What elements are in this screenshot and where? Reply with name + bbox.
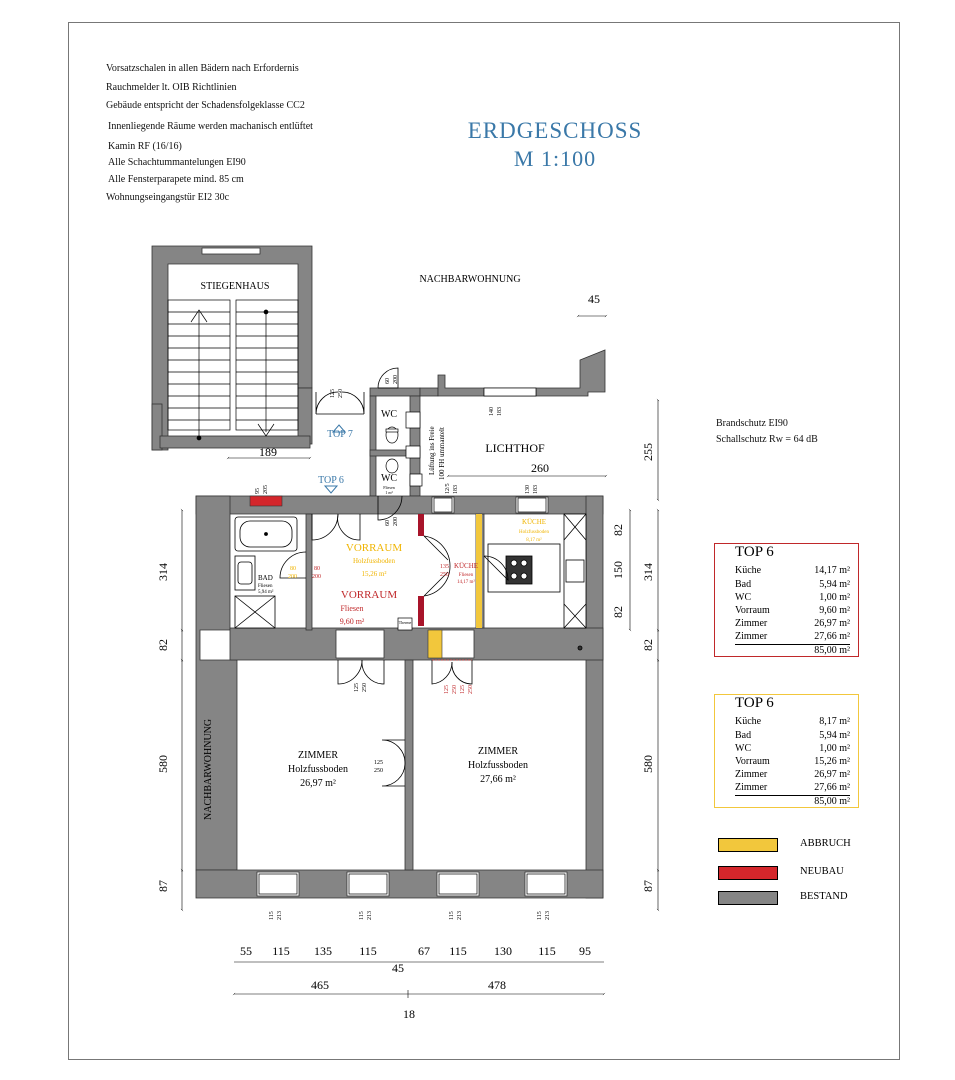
legend-label: NEUBAU	[800, 866, 844, 877]
wc2-area: 1 m²	[385, 490, 393, 495]
upper-walls	[370, 350, 605, 496]
legend-item-bestand	[718, 891, 868, 905]
dim-82-r1: 82	[611, 524, 625, 536]
vent-note-2: 100 FH ummantelt	[438, 427, 446, 480]
svg-text:130: 130	[525, 485, 531, 494]
table-row: Bad 5,94 m²	[735, 579, 850, 590]
svg-text:115: 115	[359, 911, 365, 920]
stair-flights	[168, 300, 298, 440]
svg-text:250: 250	[362, 683, 368, 692]
svg-text:80: 80	[314, 566, 320, 572]
wc2-label: WC	[380, 473, 398, 484]
dim-87-left: 87	[156, 880, 170, 892]
table-row: Zimmer 27,66 m²	[735, 631, 850, 642]
area-table-new	[714, 694, 859, 808]
dim-465: 465	[311, 978, 329, 992]
kueche-new-name: KÜCHE	[521, 518, 547, 526]
svg-text:60: 60	[385, 520, 391, 526]
dim-45-top: 45	[588, 292, 600, 306]
note-line: Innenliegende Räume werden machanisch entlüftet	[108, 121, 313, 132]
demolition-segment	[428, 630, 442, 658]
dim-82-r2: 82	[611, 606, 625, 618]
vorraum-name: VORRAUM	[340, 589, 398, 601]
top7-label: TOP 7	[327, 429, 353, 440]
note-line: Wohnungseingangstür EI2 30c	[106, 192, 230, 203]
zimmer2-area: 27,66 m²	[480, 774, 516, 785]
bath-fixtures	[235, 517, 297, 628]
legend-swatch	[718, 838, 778, 852]
table-title: TOP 6	[735, 695, 774, 711]
note-line: Alle Schachtummantelungen EI90	[108, 157, 246, 168]
dim-580-left: 580	[156, 755, 170, 773]
table-row: Küche 14,17 m²	[735, 565, 850, 576]
table-row: WC 1,00 m²	[735, 743, 850, 754]
svg-text:115: 115	[449, 911, 455, 920]
vorraum-new-area: 15,26 m²	[361, 570, 387, 578]
table-row: Bad 5,94 m²	[735, 730, 850, 741]
dim-314-right: 314	[641, 563, 655, 581]
bath-name: BAD	[258, 574, 273, 582]
svg-text:213: 213	[367, 911, 373, 920]
kueche-name: KÜCHE	[453, 562, 479, 570]
kueche-new-area: 8,17 m²	[526, 538, 542, 543]
svg-text:95: 95	[255, 488, 261, 494]
svg-text:60: 60	[385, 378, 391, 384]
legend-item-neubau	[718, 866, 868, 880]
zimmer1-floor: Holzfussboden	[288, 764, 348, 775]
svg-text:183: 183	[453, 485, 459, 494]
note-line: Gebäude entspricht der Schadensfolgeklasse CC2	[106, 100, 305, 111]
zimmer2-name: ZIMMER	[478, 746, 518, 757]
vorraum-new-floor: Holzfussboden	[353, 557, 395, 565]
svg-text:250: 250	[452, 685, 458, 694]
svg-text:200: 200	[312, 574, 321, 580]
neighbor-left-label: NACHBARWOHNUNG	[203, 718, 214, 820]
dim-478: 478	[488, 978, 506, 992]
dim-82-left: 82	[156, 639, 170, 651]
dim-314-left: 314	[156, 563, 170, 581]
dim-bottom: 95	[579, 944, 591, 958]
new-wall-segment	[418, 596, 424, 626]
svg-text:213: 213	[545, 911, 551, 920]
dim-bottom: 135	[314, 944, 332, 958]
svg-text:213: 213	[457, 911, 463, 920]
svg-text:213: 213	[277, 911, 283, 920]
dim-45-bottom: 45	[392, 961, 404, 975]
legend-swatch	[718, 891, 778, 905]
table-total: 85,00 m²	[735, 644, 850, 656]
legend-label: ABBRUCH	[800, 838, 851, 849]
svg-text:250: 250	[374, 768, 383, 774]
sound-protection-note: Schallschutz Rw = 64 dB	[716, 434, 818, 445]
zimmer2-floor: Holzfussboden	[468, 760, 528, 771]
dim-82-right: 82	[641, 639, 655, 651]
wc-label: WC	[380, 409, 398, 420]
area-table-existing	[714, 543, 859, 657]
bath-area: 5,94 m²	[258, 590, 274, 595]
table-row: Küche 8,17 m²	[735, 716, 850, 727]
dim-bottom: 130	[494, 944, 512, 958]
svg-text:115: 115	[269, 911, 275, 920]
note-line: Alle Fensterparapete mind. 85 cm	[108, 174, 244, 185]
zimmer1-area: 26,97 m²	[300, 778, 336, 789]
neighbor-top-label: NACHBARWOHNUNG	[419, 274, 521, 285]
table-row: WC 1,00 m²	[735, 592, 850, 603]
dim-580-right: 580	[641, 755, 655, 773]
dim-87-right: 87	[641, 880, 655, 892]
svg-text:250: 250	[440, 572, 449, 578]
legend-swatch	[718, 866, 778, 880]
entrance-marker-icon	[325, 486, 337, 493]
svg-text:183: 183	[497, 407, 503, 416]
demolition-segment	[476, 514, 482, 628]
dim-189: 189	[259, 445, 277, 459]
table-row: Vorraum 15,26 m²	[735, 756, 850, 767]
table-row: Vorraum 9,60 m²	[735, 605, 850, 616]
svg-text:80: 80	[290, 566, 296, 572]
kueche-floor: Fliesen	[458, 573, 474, 578]
svg-text:200: 200	[393, 375, 399, 384]
kueche-area: 14,17 m²	[457, 580, 475, 585]
note-line: Vorsatzschalen in allen Bädern nach Erfordernis	[106, 63, 299, 74]
svg-text:200: 200	[288, 574, 297, 580]
svg-text:250: 250	[468, 685, 474, 694]
svg-text:125: 125	[374, 760, 383, 766]
note-line: Rauchmelder lt. OIB Richtlinien	[106, 82, 237, 93]
stairwell-label: STIEGENHAUS	[200, 281, 270, 292]
legend-label: BESTAND	[800, 891, 848, 902]
fire-protection-note: Brandschutz EI90	[716, 418, 788, 429]
therme-label: Therme	[398, 620, 412, 625]
vorraum-area: 9,60 m²	[339, 617, 365, 626]
bath-floor: Fliesen	[258, 584, 273, 589]
table-row: Zimmer 27,66 m²	[735, 782, 850, 793]
svg-text:125: 125	[330, 389, 336, 398]
svg-text:140: 140	[489, 407, 495, 416]
legend-item-abbruch	[718, 838, 868, 852]
vorraum-new-name: VORRAUM	[345, 542, 403, 554]
dim-bottom: 115	[359, 944, 377, 958]
zimmer1-name: ZIMMER	[298, 750, 338, 761]
vent-note: Lüftung ins Freie	[428, 426, 436, 475]
table-row: Zimmer 26,97 m²	[735, 618, 850, 629]
top6-label: TOP 6	[318, 475, 344, 486]
svg-text:205: 205	[263, 485, 269, 494]
new-wall-segment	[250, 496, 282, 506]
dim-18: 18	[403, 1007, 415, 1021]
kueche-new-floor: Holzfussboden	[519, 530, 549, 535]
table-row: Zimmer 26,97 m²	[735, 769, 850, 780]
dim-bottom: 55	[240, 944, 252, 958]
dim-260: 260	[531, 461, 549, 475]
svg-text:135: 135	[440, 564, 449, 570]
svg-text:125: 125	[354, 683, 360, 692]
dim-150: 150	[611, 561, 625, 579]
table-title: TOP 6	[735, 544, 774, 560]
dim-bottom: 115	[538, 944, 556, 958]
svg-text:115: 115	[537, 911, 543, 920]
dim-255: 255	[641, 443, 655, 461]
dim-bottom: 67	[418, 944, 430, 958]
vorraum-floor: Fliesen	[340, 604, 364, 613]
table-total: 85,00 m²	[735, 795, 850, 807]
note-line: Kamin RF (16/16)	[108, 141, 182, 152]
svg-text:183: 183	[533, 485, 539, 494]
drawing-scale: M 1:100	[513, 146, 597, 171]
drawing-title: ERDGESCHOSS	[467, 118, 643, 143]
svg-text:125: 125	[460, 685, 466, 694]
svg-text:250: 250	[338, 389, 344, 398]
svg-text:12/5: 12/5	[445, 483, 451, 494]
svg-text:200: 200	[393, 517, 399, 526]
dim-bottom: 115	[272, 944, 290, 958]
dim-bottom: 115	[449, 944, 467, 958]
svg-text:125: 125	[444, 685, 450, 694]
courtyard-label: LICHTHOF	[485, 441, 545, 455]
new-wall-segment	[418, 514, 424, 536]
wc2-floor: Fliesen	[383, 485, 395, 490]
